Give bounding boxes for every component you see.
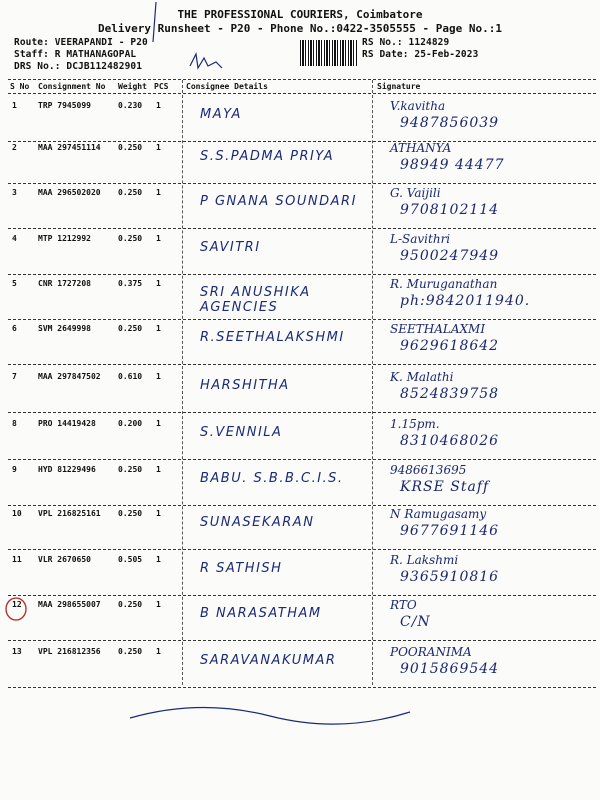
row-signature-name: POORANIMA bbox=[390, 645, 472, 659]
row-sno: 6 bbox=[12, 324, 17, 333]
row-sno: 10 bbox=[12, 509, 22, 518]
row-consignee-handwritten: S.S.PADMA PRIYA bbox=[200, 149, 335, 164]
header-rule-bottom bbox=[8, 93, 596, 94]
row-signature-phone: 9500247949 bbox=[400, 248, 500, 264]
row-signature-phone: C/N bbox=[400, 614, 431, 630]
runsheet-subtitle: Delivery Runsheet - P20 - Phone No.:0422-3505555 - Page No.:1 bbox=[98, 22, 502, 35]
row-pcs: 1 bbox=[156, 555, 161, 564]
rs-date: RS Date: 25-Feb-2023 bbox=[362, 49, 479, 60]
col-pcs: PCS bbox=[154, 82, 169, 91]
rs-number: RS No.: 1124829 bbox=[362, 37, 450, 48]
col-signature: Signature bbox=[377, 82, 421, 91]
row-pcs: 1 bbox=[156, 234, 161, 243]
row-signature-name: ATHANYA bbox=[390, 141, 452, 155]
row-signature-name: G. Vaijili bbox=[390, 186, 441, 200]
drs-number: DRS No.: DCJB112482901 bbox=[14, 61, 143, 72]
row-separator bbox=[8, 412, 596, 413]
row-consignment-no: TRP 7945099 bbox=[38, 101, 91, 110]
row-weight: 0.610 bbox=[118, 372, 143, 381]
row-consignee-handwritten: SUNASEKARAN bbox=[200, 515, 315, 530]
row-consignment-no: VPL 216825161 bbox=[38, 509, 101, 518]
row-sno: 13 bbox=[12, 647, 22, 656]
row-consignment-no: PRO 14419428 bbox=[38, 419, 96, 428]
row-consignee-handwritten: SARAVANAKUMAR bbox=[200, 653, 337, 668]
row-consignee-handwritten: BABU. S.B.B.C.I.S. bbox=[200, 471, 344, 486]
row-sno: 12 bbox=[12, 600, 22, 609]
circle-mark-icon bbox=[4, 596, 30, 622]
row-consignment-no: MAA 298655007 bbox=[38, 600, 101, 609]
row-signature-phone: 9708102114 bbox=[400, 202, 500, 218]
row-consignee-handwritten: S.VENNILA bbox=[200, 425, 283, 440]
row-pcs: 1 bbox=[156, 372, 161, 381]
row-consignment-no: MTP 1212992 bbox=[38, 234, 91, 243]
row-signature-phone: ph:9842011940. bbox=[400, 293, 531, 309]
col-consignment: Consignment No bbox=[38, 82, 106, 91]
row-pcs: 1 bbox=[156, 101, 161, 110]
row-sno: 8 bbox=[12, 419, 17, 428]
row-consignment-no: VPL 216812356 bbox=[38, 647, 101, 656]
row-pcs: 1 bbox=[156, 324, 161, 333]
row-consignee-handwritten: SRI ANUSHIKA AGENCIES bbox=[200, 285, 311, 315]
row-signature-phone: 9365910816 bbox=[400, 569, 500, 585]
row-separator bbox=[8, 228, 596, 229]
row-separator bbox=[8, 274, 596, 275]
row-signature-name: SEETHALAXMI bbox=[390, 322, 486, 336]
row-sno: 7 bbox=[12, 372, 17, 381]
row-consignment-no: VLR 2670650 bbox=[38, 555, 91, 564]
company-title: THE PROFESSIONAL COURIERS, Coimbatore bbox=[177, 8, 423, 21]
row-consignment-no: HYD 81229496 bbox=[38, 465, 96, 474]
row-signature-name: R. Muruganathan bbox=[390, 277, 498, 291]
row-pcs: 1 bbox=[156, 465, 161, 474]
row-signature-phone: 9487856039 bbox=[400, 115, 500, 131]
row-sno: 1 bbox=[12, 101, 17, 110]
row-consignment-no: MAA 296502020 bbox=[38, 188, 101, 197]
row-signature-phone: 9677691146 bbox=[400, 523, 500, 539]
row-weight: 0.250 bbox=[118, 143, 143, 152]
row-pcs: 1 bbox=[156, 600, 161, 609]
row-signature-name: RTO bbox=[390, 598, 417, 612]
row-separator bbox=[8, 549, 596, 550]
row-weight: 0.250 bbox=[118, 188, 143, 197]
row-weight: 0.250 bbox=[118, 509, 143, 518]
row-consignment-no: MAA 297451114 bbox=[38, 143, 101, 152]
row-weight: 0.375 bbox=[118, 279, 143, 288]
row-signature-name: K. Malathi bbox=[390, 370, 454, 384]
row-consignee-handwritten: P GNANA SOUNDARI bbox=[200, 194, 357, 209]
row-signature-phone: 9629618642 bbox=[400, 338, 500, 354]
row-separator bbox=[8, 319, 596, 320]
row-weight: 0.250 bbox=[118, 324, 143, 333]
row-consignee-handwritten: R.SEETHALAKSHMI bbox=[200, 330, 345, 345]
row-pcs: 1 bbox=[156, 188, 161, 197]
row-pcs: 1 bbox=[156, 143, 161, 152]
row-weight: 0.505 bbox=[118, 555, 143, 564]
row-separator bbox=[8, 364, 596, 365]
row-signature-name: R. Lakshmi bbox=[390, 553, 459, 567]
row-sno: 11 bbox=[12, 555, 22, 564]
row-weight: 0.250 bbox=[118, 647, 143, 656]
col-sno: S No bbox=[10, 82, 30, 91]
row-pcs: 1 bbox=[156, 419, 161, 428]
staff-signature-icon bbox=[186, 50, 226, 72]
col-consignee: Consignee Details bbox=[186, 82, 268, 91]
staff-label: Staff: R MATHANAGOPAL bbox=[14, 49, 137, 60]
row-consignee-handwritten: R SATHISH bbox=[200, 561, 283, 576]
row-signature-name: 1.15pm. bbox=[390, 417, 440, 431]
row-weight: 0.200 bbox=[118, 419, 143, 428]
row-consignment-no: SVM 2649998 bbox=[38, 324, 91, 333]
row-consignment-no: CNR 1727208 bbox=[38, 279, 91, 288]
row-signature-phone: 98949 44477 bbox=[400, 157, 505, 173]
row-sno: 5 bbox=[12, 279, 17, 288]
row-sno: 9 bbox=[12, 465, 17, 474]
row-consignee-handwritten: SAVITRI bbox=[200, 240, 261, 255]
row-consignee-handwritten: MAYA bbox=[200, 107, 242, 122]
row-separator bbox=[8, 595, 596, 596]
row-signature-phone: 8524839758 bbox=[400, 386, 500, 402]
row-pcs: 1 bbox=[156, 647, 161, 656]
row-separator bbox=[8, 183, 596, 184]
col-weight: Weight bbox=[118, 82, 147, 91]
row-consignee-handwritten: HARSHITHA bbox=[200, 378, 290, 393]
row-signature-name: L-Savithri bbox=[390, 232, 451, 246]
row-separator bbox=[8, 141, 596, 142]
row-weight: 0.250 bbox=[118, 465, 143, 474]
row-separator bbox=[8, 505, 596, 506]
row-signature-name: V.kavitha bbox=[390, 99, 446, 113]
row-consignee-handwritten: B NARASATHAM bbox=[200, 606, 322, 621]
row-signature-phone: KRSE Staff bbox=[400, 479, 490, 495]
row-signature-name: 9486613695 bbox=[390, 463, 467, 477]
row-weight: 0.230 bbox=[118, 101, 143, 110]
row-separator bbox=[8, 459, 596, 460]
row-consignment-no: MAA 297847502 bbox=[38, 372, 101, 381]
row-sno: 4 bbox=[12, 234, 17, 243]
row-signature-phone: 8310468026 bbox=[400, 433, 500, 449]
barcode-image bbox=[300, 40, 358, 66]
header-rule-top bbox=[8, 79, 596, 80]
row-pcs: 1 bbox=[156, 279, 161, 288]
row-separator bbox=[8, 640, 596, 641]
row-weight: 0.250 bbox=[118, 600, 143, 609]
row-pcs: 1 bbox=[156, 509, 161, 518]
row-signature-name: N Ramugasamy bbox=[390, 507, 487, 521]
row-weight: 0.250 bbox=[118, 234, 143, 243]
pen-stroke-mark bbox=[144, 0, 164, 44]
bottom-scribble-icon bbox=[120, 688, 420, 728]
route-label: Route: VEERAPANDI - P20 bbox=[14, 37, 148, 48]
row-signature-phone: 9015869544 bbox=[400, 661, 500, 677]
row-sno: 2 bbox=[12, 143, 17, 152]
row-sno: 3 bbox=[12, 188, 17, 197]
